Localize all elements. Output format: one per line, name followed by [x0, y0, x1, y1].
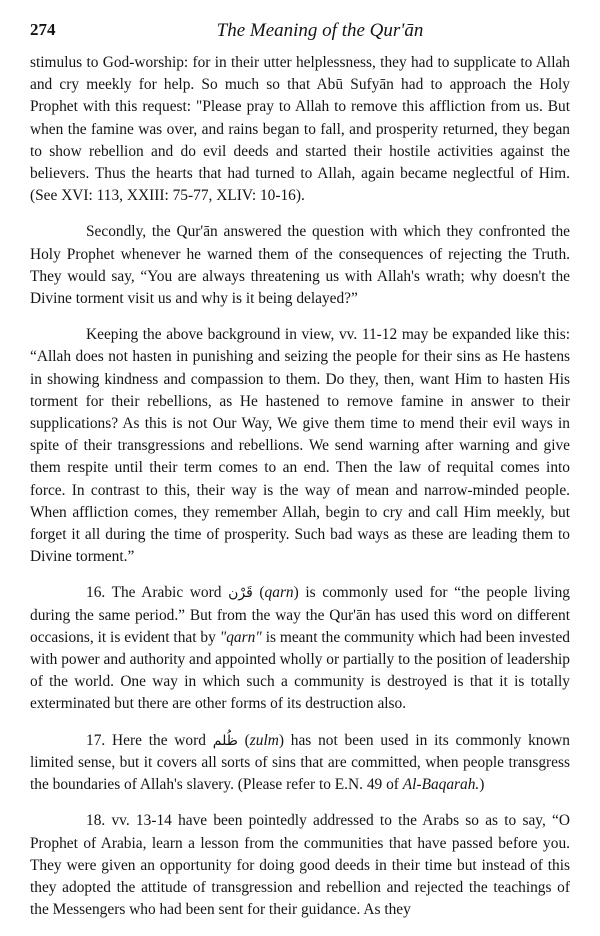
- page-header: [30, 20, 570, 46]
- paragraph-continuation: stimulus to God-worship: for in their utter helplessness, they had to supplicate to Allah and cry meekly for help. So much so that Abū Sufyān had to approach the Holy Prophet with this request: "Please pray to Allah to remove this affliction from us. But when the famine was over, and rains began to fall, and prosperity returned, they began to show rebellion and do evil deeds and started their hostile activities against the believers. Thus the hearts that had turned to Allah, again became neglectful of Him. (See XVI: 113, XXIII: 75-77, XLIV: 10-16).: [30, 54, 570, 205]
- note-17: 17. Here the word ظُلم (zulm) has not been used in its commonly known limited sense, but it covers all sorts of sins that are committed, when people transgress the boundaries of Allah's slavery. (Please refer to E.N. 49 of Al-Baqarah.): [30, 731, 570, 794]
- arabic-word-qarn: قَرْن: [228, 585, 253, 602]
- paragraph-keeping: Keeping the above background in view, vv. 11-12 may be expanded like this: “Allah does not hasten in punishing and seizing the people for their sins as He hastens in showing kindness and compassion to them. Do they, then, want Him to hasten His torment for their rebellions, as He hastened to remove famine in answer to their supplications? As this is not Our Way, We give them time to mend their evil ways in spite of their transgressions and rebellions. We send warning after warning and give them respite until their term comes to an end. Then the law of requital comes into force. In contrast to this, their way is the way of mean and narrow-minded people. When affliction comes, they remember Allah, begin to cry and call Him meekly, but forget it all during the time of prosperity. Such bad ways as these are leading them to Divine torment.”: [30, 326, 570, 566]
- note-17-close: ): [479, 776, 485, 794]
- note-16-text-a: 16. The Arabic word: [86, 584, 222, 602]
- term-zulm: zulm: [249, 731, 279, 749]
- running-title: The Meaning of the Qur'ān: [216, 20, 424, 41]
- page-number: 274: [30, 20, 56, 39]
- reference-al-baqarah: Al-Baqarah.: [402, 776, 480, 794]
- term-qarn-quoted: "qarn": [219, 628, 262, 646]
- term-qarn: qarn: [264, 584, 294, 602]
- body-text: [30, 52, 570, 921]
- note-17-text-b: has not been used in its commonly known limited sense, but it covers all sorts of sins that are committed, when people transgress the boundaries of Allah's slavery. (Please refer to E.N. 49 of: [30, 731, 570, 794]
- arabic-word-zulm: ظُلم: [212, 732, 238, 749]
- note-16-text-b: is commonly used for “the people living during the same period.” But from the way the Qur'ān has used this word on different occasions, it is evident that by: [30, 584, 570, 646]
- note-16: 16. The Arabic word قَرْن (qarn) is commonly used for “the people living during the same period.” But from the way the Qur'ān has used this word on different occasions, it is evident that by "qarn" is meant the community which had been invested with power and authority and appointed wholly or partially to the position of leadership of the world. One way in which such a community is destroyed is that it is totally exterminated but there are other forms of its destruction also.: [30, 584, 571, 713]
- note-17-text-a: 17. Here the word: [86, 731, 206, 749]
- note-18: 18. vv. 13-14 have been pointedly addressed to the Arabs so as to say, “O Prophet of Arabia, learn a lesson from the communities that have passed before you. They were given an opportunity for doing good deeds in their time but instead of this they adopted the attitude of transgression and rebellion and rejected the teachings of the Messengers who had been sent for their guidance. As they: [30, 812, 570, 919]
- paragraph-secondly: Secondly, the Qur'ān answered the question with which they confronted the Holy Prophet whenever he warned them of the consequences of rejecting the Truth. They would say, “You are always threatening us with Allah's wrath; why doesn't the Divine torment visit us and why is it being delayed?”: [30, 223, 570, 308]
- note-16-text-c: is meant the community which had been invested with power and authority and appointed wholly or partially to the position of leadership of the world. One way in which such a community is destroyed is that it is totally exterminated but there are other forms of its destruction also.: [30, 628, 571, 713]
